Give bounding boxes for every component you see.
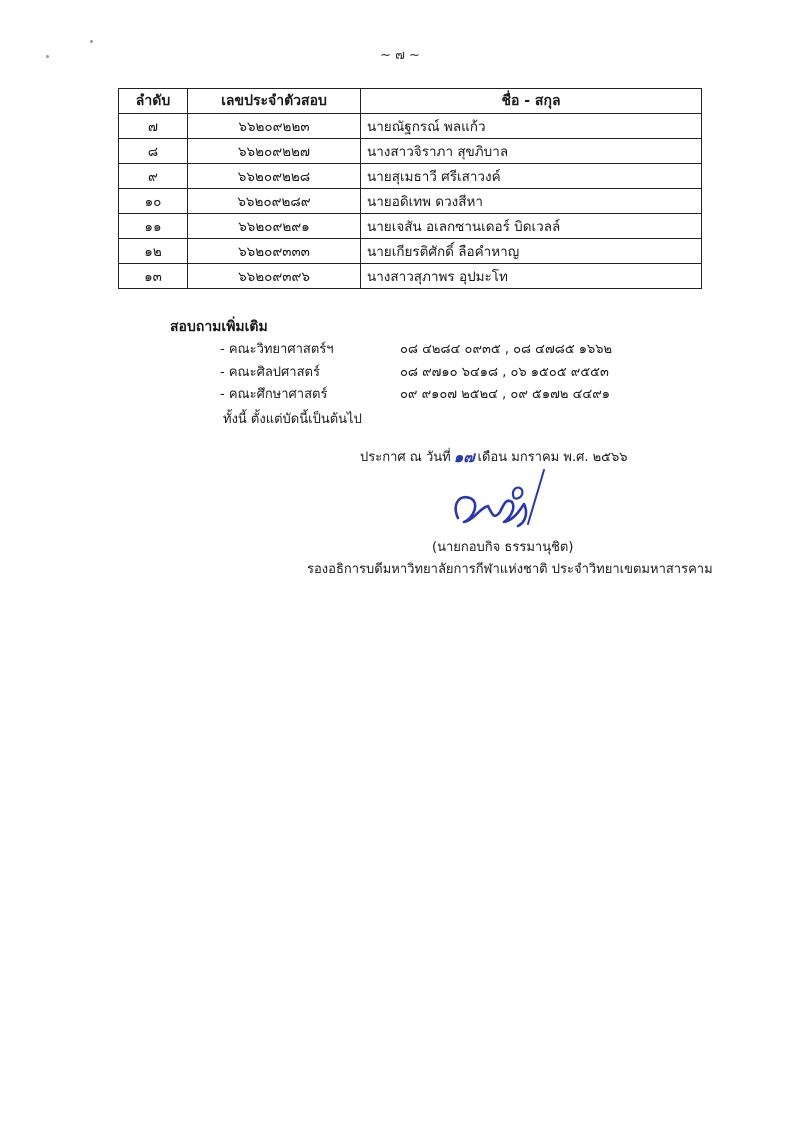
cell-exam-id: ๖๖๒๐๙๓๓๓ — [188, 239, 361, 264]
page-number: ~ ๗ ~ — [380, 48, 420, 63]
contact-phones: ๐๘ ๔๒๘๔ ๐๙๓๕ , ๐๘ ๔๗๘๕ ๑๖๖๒ — [400, 342, 613, 357]
cell-full-name: นายเกียรติศักดิ์ ลือคำหาญ — [361, 239, 702, 264]
header-order: ลำดับ — [119, 89, 188, 114]
handwritten-signature — [444, 468, 564, 540]
cell-full-name: นายณัฐกรณ์ พลแก้ว — [361, 114, 702, 139]
cell-order: ๗ — [119, 114, 188, 139]
announcement-suffix: เดือน มกราคม พ.ศ. ๒๕๖๖ — [477, 450, 628, 465]
header-exam-id: เลขประจำตัวสอบ — [188, 89, 361, 114]
contact-faculty: - คณะวิทยาศาสตร์ฯ — [220, 342, 334, 357]
table-row — [119, 114, 702, 139]
cell-exam-id: ๖๖๒๐๙๒๒๘ — [188, 164, 361, 189]
scan-speck — [90, 40, 93, 43]
table-row — [119, 189, 702, 214]
cell-order: ๙ — [119, 164, 188, 189]
contact-list — [220, 338, 660, 406]
contact-faculty: - คณะศิลปศาสตร์ — [220, 364, 320, 380]
cell-order: ๑๒ — [119, 239, 188, 264]
cell-full-name: นางสาวจิราภา สุขภิบาล — [361, 139, 702, 164]
cell-full-name: นายอดิเทพ ดวงสีหา — [361, 189, 702, 214]
handwritten-day: ๑๗ — [453, 448, 475, 466]
table-header-row — [119, 89, 702, 114]
cell-full-name: นายสุเมธาวี ศรีเสาวงค์ — [361, 164, 702, 189]
announcement-date-line — [360, 446, 628, 470]
signer-name: (นายกอบกิจ ธรรมานุชิต) — [432, 540, 574, 555]
contact-row — [220, 383, 660, 406]
contact-phones: ๐๘ ๙๗๑๐ ๖๔๑๘ , ๐๖ ๑๕๐๕ ๙๕๕๓ — [400, 364, 609, 380]
table-row — [119, 264, 702, 289]
table-row — [119, 239, 702, 264]
cell-exam-id: ๖๖๒๐๙๓๙๖ — [188, 264, 361, 289]
header-full-name: ชื่อ - สกุล — [361, 89, 702, 114]
table-row — [119, 214, 702, 239]
inquiry-title: สอบถามเพิ่มเติม — [170, 319, 268, 335]
cell-order: ๑๑ — [119, 214, 188, 239]
contact-phones: ๐๙ ๙๑๐๗ ๒๕๒๔ , ๐๙ ๕๑๗๒ ๔๔๙๑ — [400, 387, 611, 402]
cell-order: ๘ — [119, 139, 188, 164]
signer-title: รองอธิการบดีมหาวิทยาลัยการกีฬาแห่งชาติ ประจำวิทยาเขตมหาสารคาม — [307, 562, 713, 577]
candidate-table — [118, 88, 702, 289]
contact-row — [220, 338, 660, 361]
cell-exam-id: ๖๖๒๐๙๒๒๓ — [188, 114, 361, 139]
cell-order: ๑๓ — [119, 264, 188, 289]
cell-full-name: นายเจสัน อเลกซานเดอร์ บิดเวลล์ — [361, 214, 702, 239]
cell-full-name: นางสาวสุภาพร อุปมะโท — [361, 264, 702, 289]
table-row — [119, 139, 702, 164]
contact-faculty: - คณะศึกษาศาสตร์ — [220, 387, 328, 402]
announcement-prefix: ประกาศ ณ วันที่ — [360, 450, 451, 465]
cell-exam-id: ๖๖๒๐๙๒๒๗ — [188, 139, 361, 164]
cell-exam-id: ๖๖๒๐๙๒๘๙ — [188, 189, 361, 214]
effective-note: ทั้งนี้ ตั้งแต่บัดนี้เป็นต้นไป — [223, 412, 362, 427]
table-row — [119, 164, 702, 189]
contact-row — [220, 361, 660, 384]
cell-order: ๑๐ — [119, 189, 188, 214]
cell-exam-id: ๖๖๒๐๙๒๙๑ — [188, 214, 361, 239]
